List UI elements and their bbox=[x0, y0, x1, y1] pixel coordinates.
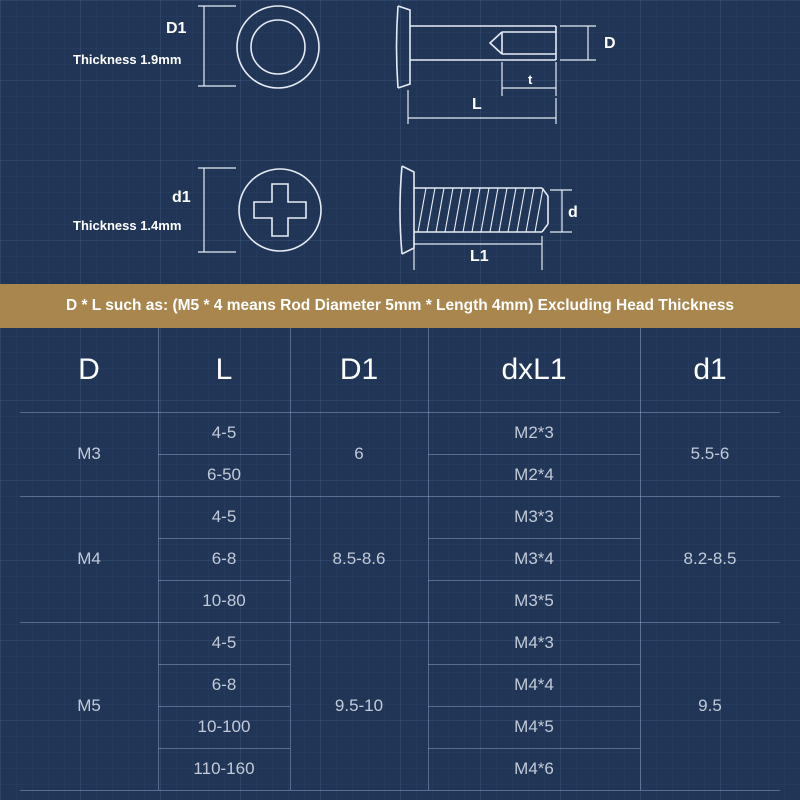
table-divider bbox=[428, 706, 640, 707]
cell-dxl1: M4*3 bbox=[514, 633, 554, 652]
table-divider bbox=[158, 664, 290, 665]
cell-d1-small: 9.5 bbox=[698, 696, 722, 715]
table-divider bbox=[20, 496, 780, 497]
cell-l: 4-5 bbox=[211, 507, 237, 526]
thread-depth-label: t bbox=[528, 72, 533, 87]
cell-l: 4-5 bbox=[211, 423, 237, 442]
cell-l: 4-5 bbox=[211, 633, 237, 652]
thickness-1-4-label: Thickness 1.4mm bbox=[73, 218, 182, 233]
cell-l: 6-8 bbox=[211, 549, 237, 568]
table-divider bbox=[158, 538, 290, 539]
cell-d1-small: 5.5-6 bbox=[690, 444, 730, 463]
cell-l: 6-8 bbox=[211, 675, 237, 694]
banner-text: D * L such as: (M5 * 4 means Rod Diameter 5mm * Length 4mm) Excluding Head Thickness bbox=[65, 297, 735, 314]
cell-d1-outer: 9.5-10 bbox=[334, 696, 384, 715]
table-divider bbox=[20, 412, 780, 413]
cell-d1-outer: 6 bbox=[354, 444, 364, 463]
header-d: D bbox=[78, 353, 100, 386]
cell-l: 10-100 bbox=[197, 717, 251, 736]
table-divider bbox=[640, 328, 641, 790]
table-divider bbox=[158, 706, 290, 707]
table-divider bbox=[158, 328, 159, 790]
cell-d1-small: 8.2-8.5 bbox=[683, 549, 737, 568]
cell-dxl1: M2*4 bbox=[514, 465, 554, 484]
header-d1-small: d1 bbox=[693, 353, 727, 386]
cell-d1-outer: 8.5-8.6 bbox=[332, 549, 386, 568]
cell-dxl1: M4*4 bbox=[514, 675, 554, 694]
table-divider bbox=[428, 664, 640, 665]
cell-dxl1: M3*3 bbox=[514, 507, 554, 526]
cell-dxl1: M2*3 bbox=[514, 423, 554, 442]
table-divider bbox=[20, 790, 780, 791]
cell-d: M5 bbox=[77, 696, 101, 715]
length-label: L bbox=[472, 96, 482, 113]
small-d1-label: d1 bbox=[172, 189, 191, 206]
table-divider bbox=[290, 328, 291, 790]
table-divider bbox=[158, 454, 290, 455]
header-l: L bbox=[215, 353, 233, 386]
cell-l: 110-160 bbox=[193, 759, 255, 778]
d1-label: D1 bbox=[166, 20, 187, 37]
table-divider bbox=[158, 748, 290, 749]
header-d1-outer: D1 bbox=[339, 353, 379, 386]
table-divider bbox=[158, 580, 290, 581]
thickness-1-9-label: Thickness 1.9mm bbox=[73, 52, 182, 67]
cell-dxl1: M4*6 bbox=[514, 759, 554, 778]
cell-dxl1: M4*5 bbox=[514, 717, 554, 736]
cell-dxl1: M3*4 bbox=[514, 549, 554, 568]
table-divider bbox=[428, 580, 640, 581]
cell-d: M4 bbox=[77, 549, 101, 568]
cell-dxl1: M3*5 bbox=[514, 591, 554, 610]
cell-d: M3 bbox=[77, 444, 101, 463]
table-divider bbox=[428, 328, 429, 790]
l1-label: L1 bbox=[470, 248, 489, 265]
cell-l: 6-50 bbox=[206, 465, 242, 484]
thread-diameter-label: d bbox=[568, 204, 578, 221]
rod-diameter-label: D bbox=[604, 35, 616, 52]
cell-l: 10-80 bbox=[202, 591, 246, 610]
table-divider bbox=[20, 622, 780, 623]
header-dxl1: dxL1 bbox=[501, 353, 567, 386]
table-divider bbox=[428, 748, 640, 749]
table-divider bbox=[428, 454, 640, 455]
table-divider bbox=[428, 538, 640, 539]
